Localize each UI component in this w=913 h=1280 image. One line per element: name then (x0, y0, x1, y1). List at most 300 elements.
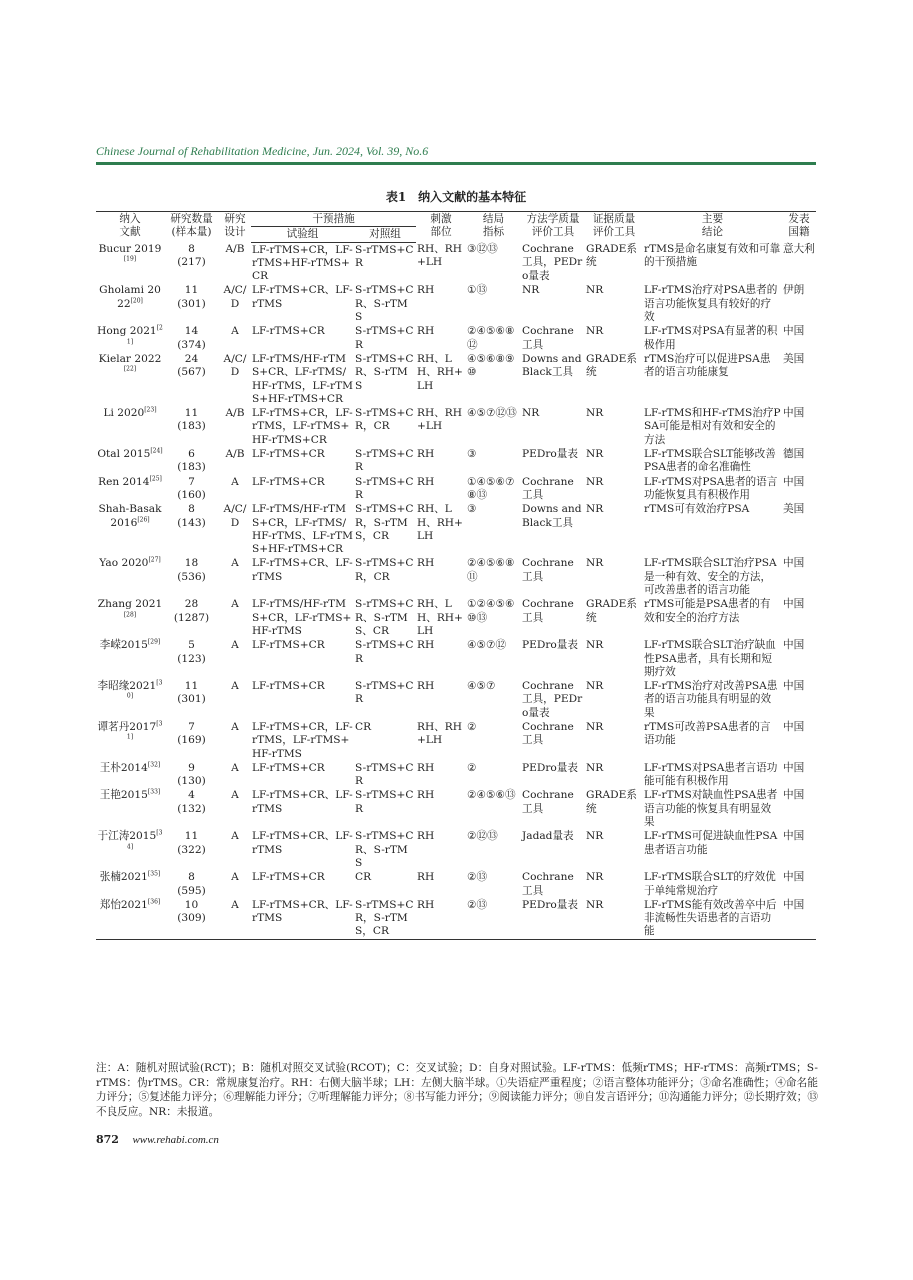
cell-design: A (231, 557, 239, 570)
cell-ctrl: S-rTMS+CR、S-rTMS (355, 830, 414, 869)
cell-outcome: ③⑫⑬ (467, 243, 498, 256)
cell-design (219, 242, 251, 283)
cell-outcome (466, 870, 521, 898)
cell-study (96, 352, 164, 406)
cell-n: 11 (184, 680, 199, 693)
cell-control (354, 242, 416, 283)
cell-grade (585, 829, 643, 870)
cell-ref: [35] (147, 870, 161, 878)
cell-n: 10 (184, 898, 199, 911)
cell-conclusion (643, 502, 782, 556)
cell-exp: LF-rTMS+CR、LF-rTMS (252, 898, 353, 925)
cell-study (96, 638, 164, 679)
cell-sample: (567) (177, 366, 206, 379)
cell-sample: (183) (177, 461, 206, 474)
cell-conclusion (643, 870, 782, 898)
cell-country (782, 597, 816, 638)
cell-sample: (374) (177, 338, 206, 351)
cell-control (354, 638, 416, 679)
cell-count (164, 638, 219, 679)
cell-conclusion: LF-rTMS可促进缺血性PSA患者语言功能 (644, 830, 778, 856)
cell-site: RH、LH、RH+LH (417, 598, 463, 637)
table-row (96, 788, 816, 829)
cell-grade (585, 447, 643, 475)
cell-experimental (251, 720, 354, 761)
cell-grade: GRADE系统 (586, 243, 637, 269)
cell-method (521, 679, 585, 720)
cell-ctrl: S-rTMS+CR (355, 448, 414, 474)
cell-sample: (130) (177, 775, 206, 788)
cell-ctrl: S-rTMS+CR，S-rTMS，CR (355, 503, 414, 542)
cell-country: 中国 (783, 475, 805, 488)
table-row (96, 475, 816, 503)
cell-grade: NR (586, 680, 604, 693)
cell-count (164, 502, 219, 556)
cell-author: 王朴2014 (99, 761, 148, 774)
cell-exp: LF-rTMS/HF-rTMS+CR，LF-rTMS+HF-rTMS (252, 598, 352, 637)
cell-grade (585, 242, 643, 283)
cell-grade (585, 898, 643, 939)
cell-grade (585, 788, 643, 829)
cell-outcome (466, 638, 521, 679)
cell-grade (585, 324, 643, 352)
cell-method: Cochrane工具 (522, 871, 574, 897)
page-footer (96, 1133, 219, 1146)
cell-experimental (251, 352, 354, 406)
cell-experimental (251, 788, 354, 829)
cell-exp: LF-rTMS/HF-rTMS+CR、LF-rTMS/HF-rTMS，LF-rTMS+HF-rTMS+CR (252, 352, 353, 405)
cell-outcome: ④⑤⑦⑫⑬ (467, 407, 517, 420)
cell-author: 郑怡2021 (99, 898, 148, 911)
cell-count (164, 597, 219, 638)
cell-ref: [29] (147, 638, 161, 646)
cell-conclusion (643, 638, 782, 679)
cell-ref: [23] (144, 406, 157, 414)
cell-design (219, 597, 251, 638)
cell-method: Downs and Black工具 (522, 352, 582, 379)
cell-conclusion (643, 898, 782, 939)
cell-author: Hong 2021 (97, 325, 157, 338)
cell-design: A/B (225, 407, 245, 420)
cell-outcome (466, 679, 521, 720)
cell-exp: LF-rTMS+CR、LF-rTMS (252, 557, 353, 583)
cell-conclusion: LF-rTMS对缺血性PSA患者语言功能的恢复具有明显效果 (644, 789, 778, 829)
cell-conclusion (643, 829, 782, 870)
cell-conclusion (643, 283, 782, 324)
cell-site: RH (417, 898, 435, 911)
cell-design (219, 447, 251, 475)
cell-outcome (466, 406, 521, 447)
cell-control (354, 898, 416, 939)
cell-site (416, 761, 466, 789)
cell-exp: LF-rTMS+CR、LF-rTMS (252, 789, 353, 815)
cell-method (521, 788, 585, 829)
cell-n: 11 (184, 407, 199, 420)
cell-sample: (217) (177, 256, 206, 269)
characteristics-table (96, 211, 816, 940)
cell-ref: [25] (149, 475, 162, 483)
cell-site (416, 870, 466, 898)
cell-grade (585, 761, 643, 789)
cell-count (164, 324, 219, 352)
cell-country (782, 679, 816, 720)
cell-control (354, 406, 416, 447)
cell-control (354, 679, 416, 720)
cell-conclusion (643, 406, 782, 447)
cell-method: PEDro量表 (522, 448, 578, 461)
cell-ref: [36] (147, 898, 161, 906)
cell-n: 6 (188, 448, 195, 461)
cell-control (354, 720, 416, 761)
cell-count (164, 406, 219, 447)
cell-author: Ren 2014 (98, 475, 150, 488)
cell-count (164, 556, 219, 597)
cell-author: 于江涛2015 (97, 830, 157, 843)
cell-grade: NR (586, 871, 604, 884)
cell-author: Kielar 2022 (98, 352, 162, 365)
cell-ctrl: S-rTMS+CR (355, 475, 414, 501)
cell-study (96, 597, 164, 638)
cell-experimental (251, 870, 354, 898)
cell-outcome (466, 556, 521, 597)
cell-ref: [22] (123, 365, 137, 373)
cell-control (354, 761, 416, 789)
cell-method (521, 406, 585, 447)
cell-design (219, 679, 251, 720)
cell-method (521, 829, 585, 870)
cell-count (164, 761, 219, 789)
cell-grade (585, 679, 643, 720)
cell-grade: NR (586, 448, 604, 461)
cell-ref: [34] (126, 829, 163, 851)
cell-n: 7 (188, 720, 195, 733)
cell-conclusion: rTMS治疗可以促进PSA患者的语言功能康复 (644, 352, 771, 379)
cell-author: Yao 2020 (99, 557, 149, 570)
cell-design: A (231, 680, 239, 693)
cell-grade (585, 283, 643, 324)
cell-outcome: ①④⑤⑥⑦⑧⑬ (467, 475, 515, 501)
cell-country (782, 638, 816, 679)
cell-outcome: ② (467, 720, 477, 733)
cell-method (521, 720, 585, 761)
cell-conclusion (643, 597, 782, 638)
cell-country (782, 870, 816, 898)
journal-header (96, 144, 428, 159)
cell-method: PEDro量表 (522, 761, 578, 774)
cell-exp: LF-rTMS+CR (252, 680, 325, 693)
cell-sample: (322) (177, 843, 206, 856)
cell-conclusion (643, 447, 782, 475)
cell-conclusion (643, 679, 782, 720)
cell-site (416, 283, 466, 324)
header-intervention: 干预措施 (251, 212, 416, 227)
cell-ctrl: S-rTMS+CR，S-rTMS，CR (355, 898, 414, 938)
table-row (96, 679, 816, 720)
cell-ctrl: S-rTMS+CR，CR (355, 407, 414, 433)
cell-ref: [28] (123, 611, 137, 619)
cell-control (354, 829, 416, 870)
cell-outcome (466, 447, 521, 475)
cell-site: RH、RH+LH (417, 407, 463, 433)
cell-grade: GRADE系统 (586, 789, 637, 815)
cell-ctrl: S-rTMS+CR (355, 325, 414, 351)
table-row (96, 638, 816, 679)
cell-grade: NR (586, 898, 604, 911)
cell-outcome: ②④⑤⑥⑧⑪ (467, 557, 515, 583)
cell-ctrl: S-rTMS+CR、S-rTMS (355, 284, 414, 324)
cell-country (782, 556, 816, 597)
table-row (96, 352, 816, 406)
cell-ref: [24] (150, 447, 163, 455)
cell-ctrl: S-rTMS+CR (355, 243, 414, 269)
cell-country: 伊朗 (783, 284, 805, 297)
cell-ctrl: CR (355, 720, 372, 733)
cell-experimental (251, 502, 354, 556)
cell-exp: LF-rTMS+CR (252, 448, 325, 461)
cell-method (521, 597, 585, 638)
cell-control (354, 283, 416, 324)
cell-ref: [26] (137, 516, 150, 523)
header-count: 研究数量 (样本量) (164, 212, 219, 243)
cell-design: A (231, 475, 239, 488)
cell-exp: LF-rTMS+CR (252, 761, 325, 774)
cell-design: A (231, 761, 239, 774)
cell-site (416, 406, 466, 447)
cell-exp: LF-rTMS/HF-rTMS+CR，LF-rTMS/HF-rTMS、LF-rTMS+HF-rTMS+CR (252, 503, 353, 556)
cell-site: RH、LH、RH+LH (417, 503, 463, 542)
cell-outcome (466, 324, 521, 352)
cell-conclusion: LF-rTMS联合SLT能够改善PSA患者的命名准确性 (644, 448, 776, 474)
cell-control (354, 324, 416, 352)
cell-ref: [32] (147, 761, 161, 769)
cell-site: RH (417, 639, 435, 652)
cell-conclusion: rTMS可有效治疗PSA (644, 503, 750, 516)
table-row (96, 870, 816, 898)
cell-country: 美国 (783, 352, 805, 365)
cell-conclusion: rTMS可能是PSA患者的有效和安全的治疗方法 (644, 598, 771, 624)
table-row (96, 406, 816, 447)
cell-method (521, 638, 585, 679)
cell-site: RH (417, 557, 435, 570)
cell-author: 谭茗丹2017 (97, 720, 157, 733)
cell-country: 中国 (783, 789, 805, 802)
cell-n: 8 (188, 871, 195, 884)
cell-sample: (301) (177, 693, 206, 706)
header-study: 纳入 文献 (96, 212, 164, 243)
cell-method: Cochrane工具 (522, 325, 574, 351)
cell-study (96, 502, 164, 556)
cell-site: RH (417, 871, 435, 884)
cell-country (782, 761, 816, 789)
table-row (96, 720, 816, 761)
cell-site: RH (417, 325, 435, 338)
header-method: 方法学质量 评价工具 (521, 212, 585, 243)
cell-experimental (251, 679, 354, 720)
header-experimental: 试验组 (251, 227, 354, 242)
cell-author: Zhang 2021 (97, 598, 163, 611)
cell-exp: LF-rTMS+CR、LF-rTMS (252, 830, 353, 856)
cell-design (219, 761, 251, 789)
cell-site (416, 898, 466, 939)
cell-ref: [30] (126, 679, 163, 700)
cell-experimental (251, 324, 354, 352)
cell-study (96, 679, 164, 720)
cell-design: A (231, 639, 239, 652)
cell-ref: [31] (126, 720, 163, 741)
cell-design: A/B (225, 448, 245, 461)
cell-sample: (183) (177, 420, 206, 433)
cell-n: 11 (184, 284, 199, 297)
cell-outcome (466, 829, 521, 870)
cell-grade: GRADE系统 (586, 598, 637, 624)
cell-design (219, 475, 251, 503)
cell-conclusion: LF-rTMS联合SLT的疗效优于单纯常规治疗 (644, 871, 776, 897)
cell-country: 意大利 (783, 243, 815, 256)
cell-ctrl: S-rTMS+CR (355, 761, 414, 788)
cell-n: 8 (188, 503, 195, 516)
cell-country (782, 324, 816, 352)
cell-method (521, 475, 585, 503)
cell-experimental (251, 638, 354, 679)
cell-count (164, 679, 219, 720)
cell-author: Li 2020 (103, 407, 145, 420)
cell-control (354, 788, 416, 829)
cell-grade (585, 720, 643, 761)
cell-site (416, 679, 466, 720)
cell-country (782, 788, 816, 829)
table-row (96, 502, 816, 556)
cell-design: A/C/D (223, 352, 247, 379)
cell-count (164, 242, 219, 283)
cell-sample: (536) (177, 570, 206, 583)
cell-design: A (231, 325, 239, 338)
cell-outcome (466, 898, 521, 939)
cell-method (521, 898, 585, 939)
cell-site (416, 502, 466, 556)
cell-conclusion (643, 720, 782, 761)
cell-ctrl: S-rTMS+CR、S-rTMS、CR (355, 598, 414, 637)
cell-study (96, 447, 164, 475)
cell-n: 24 (184, 352, 199, 365)
cell-study (96, 788, 164, 829)
cell-outcome (466, 502, 521, 556)
cell-site (416, 556, 466, 597)
cell-experimental (251, 761, 354, 789)
cell-experimental (251, 447, 354, 475)
cell-country: 中国 (783, 639, 805, 652)
cell-country (782, 720, 816, 761)
cell-design (219, 283, 251, 324)
cell-grade (585, 352, 643, 406)
cell-grade: GRADE系统 (586, 352, 637, 379)
cell-method: Cochrane工具 (522, 789, 574, 815)
cell-experimental (251, 475, 354, 503)
cell-site (416, 352, 466, 406)
cell-grade: NR (586, 830, 604, 843)
cell-method: NR (522, 407, 540, 420)
characteristics-table-wrap (96, 211, 816, 940)
table-title: 表1 纳入文献的基本特征 (385, 190, 527, 204)
cell-design (219, 870, 251, 898)
cell-design: A (231, 720, 239, 733)
cell-experimental (251, 556, 354, 597)
cell-method: Jadad量表 (522, 830, 574, 843)
cell-method (521, 283, 585, 324)
cell-control (354, 475, 416, 503)
cell-method (521, 761, 585, 789)
cell-site: RH (417, 761, 435, 774)
journal-url: www.rehabi.com.cn (132, 1134, 219, 1146)
cell-outcome (466, 597, 521, 638)
header-grade: 证据质量 评价工具 (585, 212, 643, 243)
cell-ref: [33] (147, 788, 161, 796)
cell-country: 中国 (783, 720, 805, 733)
cell-count (164, 870, 219, 898)
cell-control (354, 447, 416, 475)
cell-study (96, 324, 164, 352)
cell-outcome: ④⑤⑦⑫ (467, 639, 507, 652)
cell-grade (585, 502, 643, 556)
cell-outcome: ①②④⑤⑥⑩⑬ (467, 598, 515, 624)
cell-country (782, 352, 816, 406)
cell-ref: [27] (148, 556, 161, 564)
cell-count (164, 475, 219, 503)
cell-grade: NR (586, 720, 604, 733)
cell-conclusion: LF-rTMS治疗对PSA患者的语言功能恢复具有较好的疗效 (644, 284, 778, 324)
cell-ctrl: S-rTMS+CR (355, 680, 414, 706)
header-country: 发表 国籍 (782, 212, 816, 243)
cell-grade: NR (586, 639, 604, 652)
cell-site: RH、RH+LH (417, 243, 463, 269)
header-conclusion: 主要 结论 (643, 212, 782, 243)
cell-author: 张楠2021 (99, 871, 148, 884)
cell-control (354, 597, 416, 638)
cell-design (219, 788, 251, 829)
cell-country: 美国 (783, 503, 805, 516)
cell-site (416, 829, 466, 870)
cell-grade (585, 597, 643, 638)
header-design: 研究 设计 (219, 212, 251, 243)
cell-conclusion: rTMS是命名康复有效和可靠的干预措施 (644, 243, 781, 269)
cell-country (782, 475, 816, 503)
cell-site (416, 788, 466, 829)
cell-sample: (160) (177, 488, 206, 501)
header-site: 刺激 部位 (416, 212, 466, 243)
cell-conclusion (643, 788, 782, 829)
cell-method (521, 870, 585, 898)
cell-country: 德国 (783, 448, 805, 461)
cell-control (354, 870, 416, 898)
cell-method (521, 242, 585, 283)
cell-conclusion (643, 352, 782, 406)
cell-control (354, 502, 416, 556)
cell-conclusion: LF-rTMS治疗对改善PSA患者的语言功能具有明显的效果 (644, 680, 778, 719)
cell-design (219, 352, 251, 406)
cell-grade: NR (586, 475, 604, 488)
cell-design (219, 720, 251, 761)
cell-outcome (466, 283, 521, 324)
cell-study (96, 556, 164, 597)
cell-country: 中国 (783, 871, 805, 884)
cell-exp: LF-rTMS+CR，LF-rTMS，LF-rTMS+HF-rTMS+CR (252, 407, 353, 446)
cell-author: 李昭缘2021 (97, 680, 157, 693)
cell-conclusion (643, 556, 782, 597)
cell-grade (585, 556, 643, 597)
journal-name: Chinese Journal of Rehabilitation Medicine, (96, 144, 310, 158)
cell-country: 中国 (783, 598, 805, 611)
cell-exp: LF-rTMS+CR，LF-rTMS，LF-rTMS+HF-rTMS (252, 720, 353, 760)
cell-control (354, 352, 416, 406)
